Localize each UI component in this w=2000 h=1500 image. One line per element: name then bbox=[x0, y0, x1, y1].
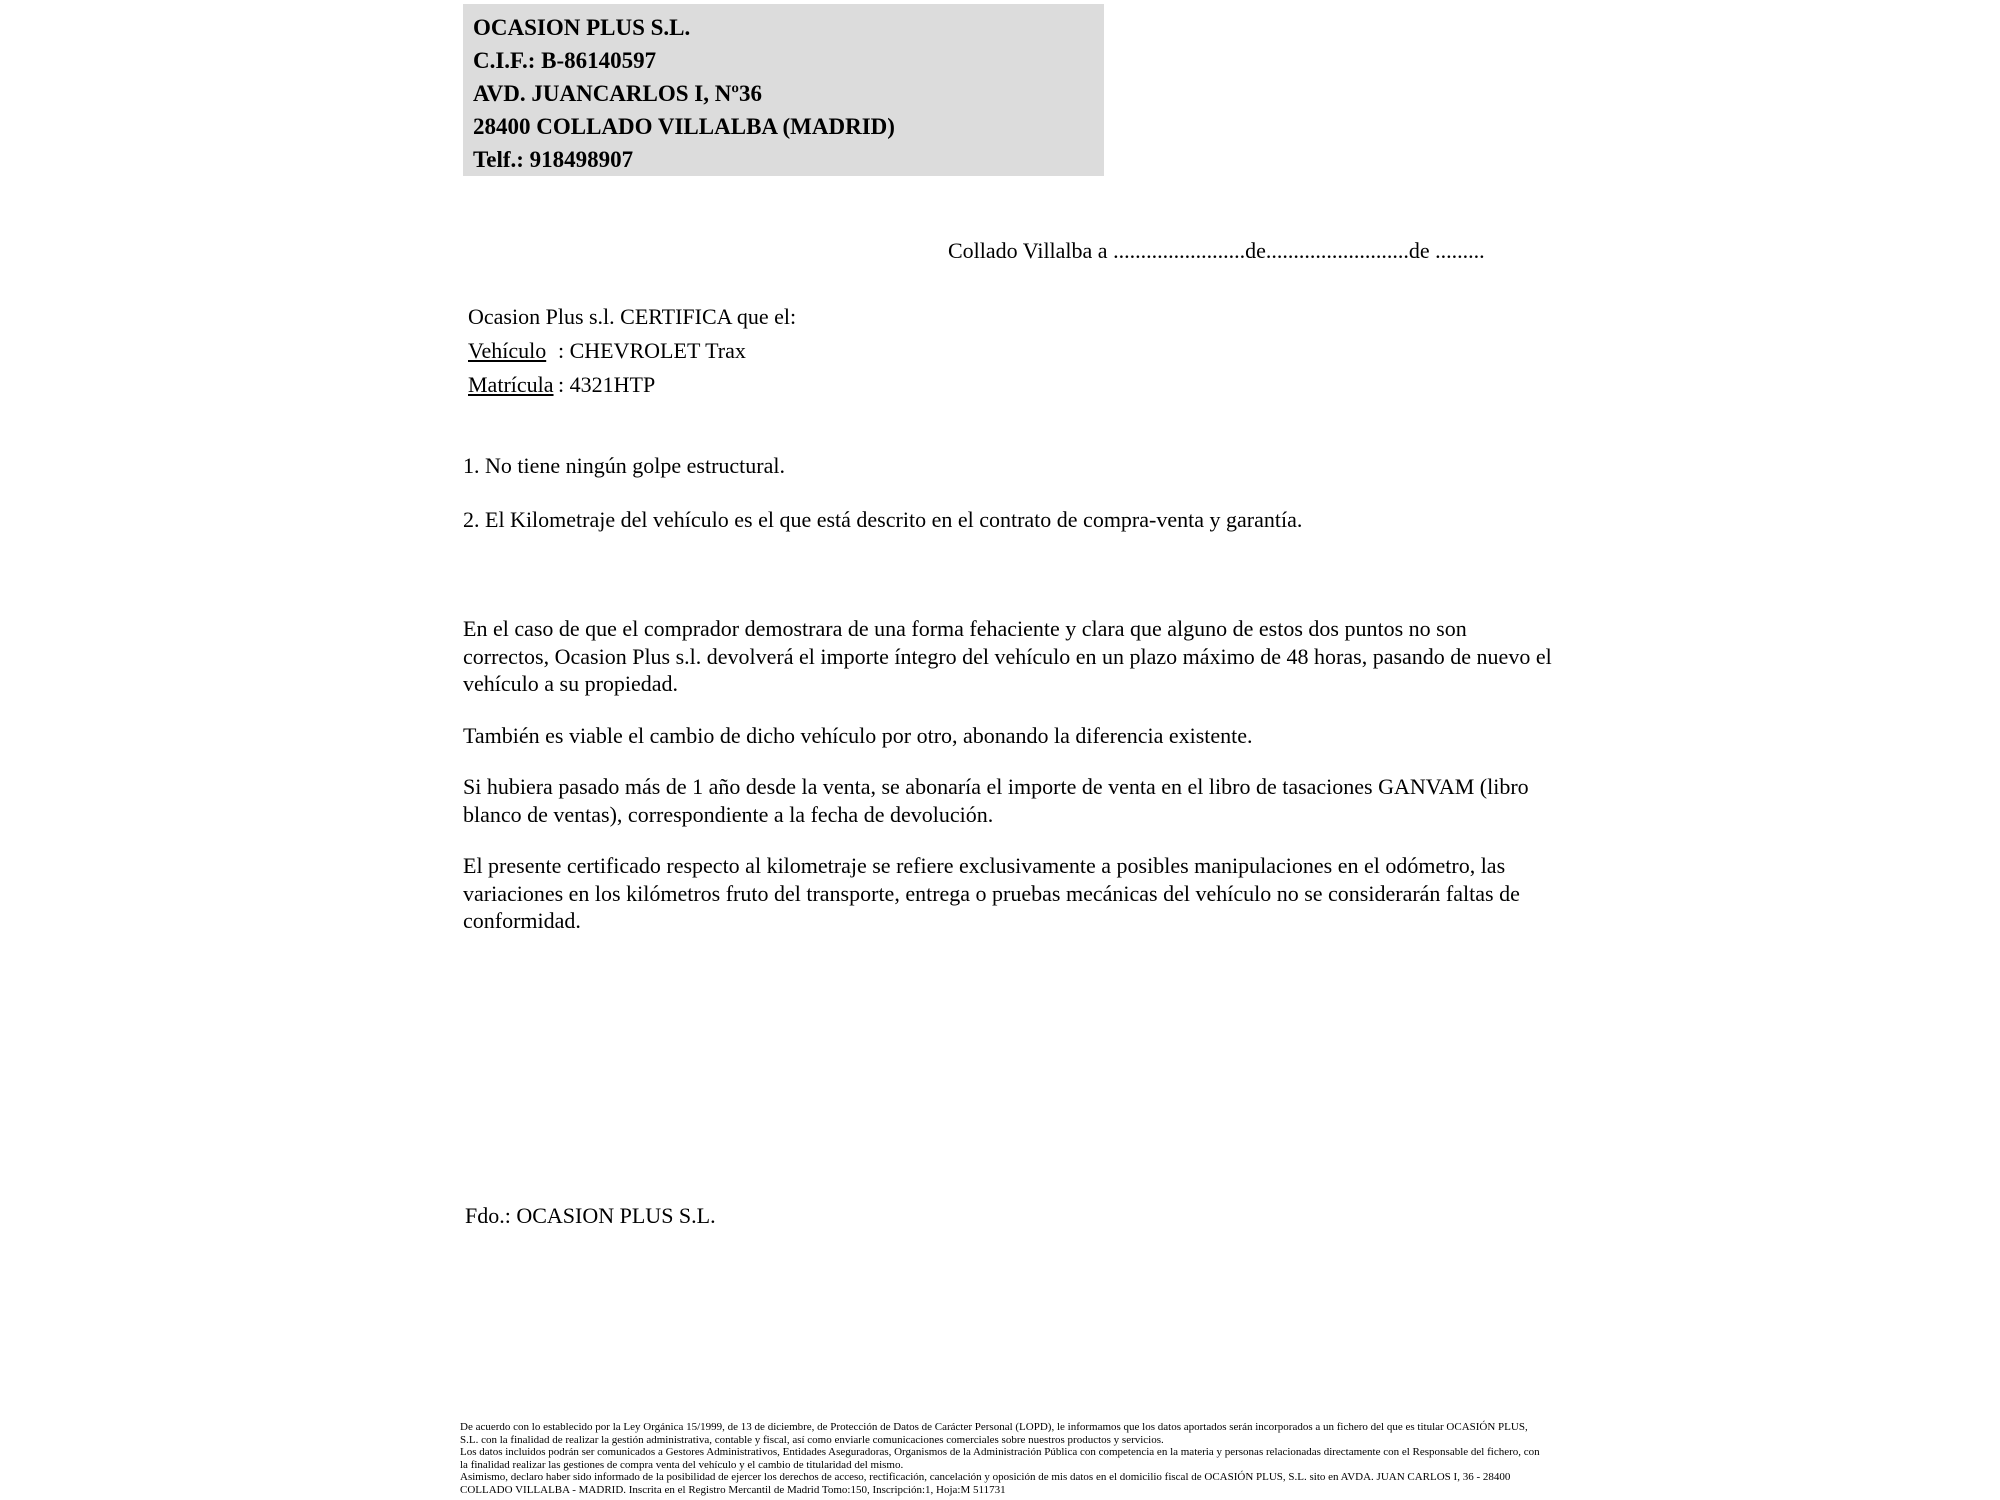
certification-block bbox=[468, 300, 796, 402]
legal-paragraph-lopd: De acuerdo con lo establecido por la Ley Orgánica 15/1999, de 13 de diciembre, de Protección de Datos de Carácter Personal (LOPD), le informamos que los datos aportados serán incorporados a un fichero del que es titular OCASIÓN PLUS, S.L. con la finalidad de realizar la gestión administrativa, contable y fiscal, así como enviarle comunicaciones comerciales sobre nuestros productos y servicios. bbox=[460, 1421, 1528, 1446]
point-2: 2. El Kilometraje del vehículo es el que está descrito en el contrato de compra-venta y garantía. bbox=[463, 507, 1303, 532]
company-phone: Telf.: 918498907 bbox=[473, 147, 634, 172]
certify-intro: Ocasion Plus s.l. CERTIFICA que el: bbox=[468, 304, 797, 329]
point-1: 1. No tiene ningún golpe estructural. bbox=[463, 453, 785, 478]
vehicle-label: Vehículo bbox=[468, 338, 547, 363]
signature-line: Fdo.: OCASION PLUS S.L. bbox=[465, 1203, 716, 1228]
plate-line bbox=[468, 368, 796, 402]
company-name: OCASION PLUS S.L. bbox=[473, 15, 691, 40]
company-address: AVD. JUANCARLOS I, Nº36 bbox=[473, 81, 762, 106]
paragraph-ganvam: Si hubiera pasado más de 1 año desde la venta, se abonaría el importe de venta en el libro de tasaciones GANVAM (libro blanco de ventas), correspondiente a la fecha de devolución. bbox=[463, 774, 1529, 827]
company-cif: C.I.F.: B-86140597 bbox=[473, 48, 657, 73]
vehicle-value: : CHEVROLET Trax bbox=[558, 338, 746, 363]
body-paragraphs bbox=[463, 615, 1553, 959]
date-line: Collado Villalba a ........................de..........................de ......... bbox=[948, 238, 1485, 263]
legal-paragraph-rights: Asimismo, declaro haber sido informado de la posibilidad de ejercer los derechos de acceso, rectificación, cancelación y oposición de mis datos en el domicilio fiscal de OCASIÓN PLUS, S.L. sito en AVDA. JUAN CARLOS I, 36 - 28400 COLLADO VILLALBA - MADRID. Inscrita en el Registro Mercantil de Madrid Tomo:150, Inscripción:1, Hoja:M 511731 bbox=[460, 1471, 1511, 1496]
legal-fine-print bbox=[460, 1421, 1546, 1497]
paragraph-exchange: También es viable el cambio de dicho vehículo por otro, abonando la diferencia existente. bbox=[463, 722, 1253, 748]
company-info-box bbox=[463, 4, 1104, 176]
plate-value: : 4321HTP bbox=[558, 372, 656, 397]
paragraph-refund: En el caso de que el comprador demostrara de una forma fehaciente y clara que alguno de estos dos puntos no son correctos, Ocasion Plus s.l. devolverá el importe íntegro del vehículo en un plazo máximo de 48 horas, pasando de nuevo el vehículo a su propiedad. bbox=[463, 616, 1552, 696]
paragraph-odometer: El presente certificado respecto al kilometraje se refiere exclusivamente a posibles manipulaciones en el odómetro, las variaciones en los kilómetros fruto del transporte, entrega o pruebas mecánicas del vehículo no se considerarán faltas de conformidad. bbox=[463, 853, 1520, 933]
numbered-points bbox=[463, 452, 1563, 560]
legal-paragraph-data-sharing: Los datos incluidos podrán ser comunicados a Gestores Administrativos, Entidades Aseguradoras, Organismos de la Administración Pública con competencia en la materia y personas relacionadas directamente con el Responsable del fichero, con la finalidad realizar las gestiones de compra venta del vehículo y el cambio de titularidad del mismo. bbox=[460, 1446, 1540, 1471]
vehicle-label-cell bbox=[468, 334, 558, 368]
plate-label: Matrícula bbox=[468, 372, 554, 397]
plate-label-cell bbox=[468, 368, 558, 402]
vehicle-line bbox=[468, 334, 796, 368]
company-city: 28400 COLLADO VILLALBA (MADRID) bbox=[473, 114, 895, 139]
